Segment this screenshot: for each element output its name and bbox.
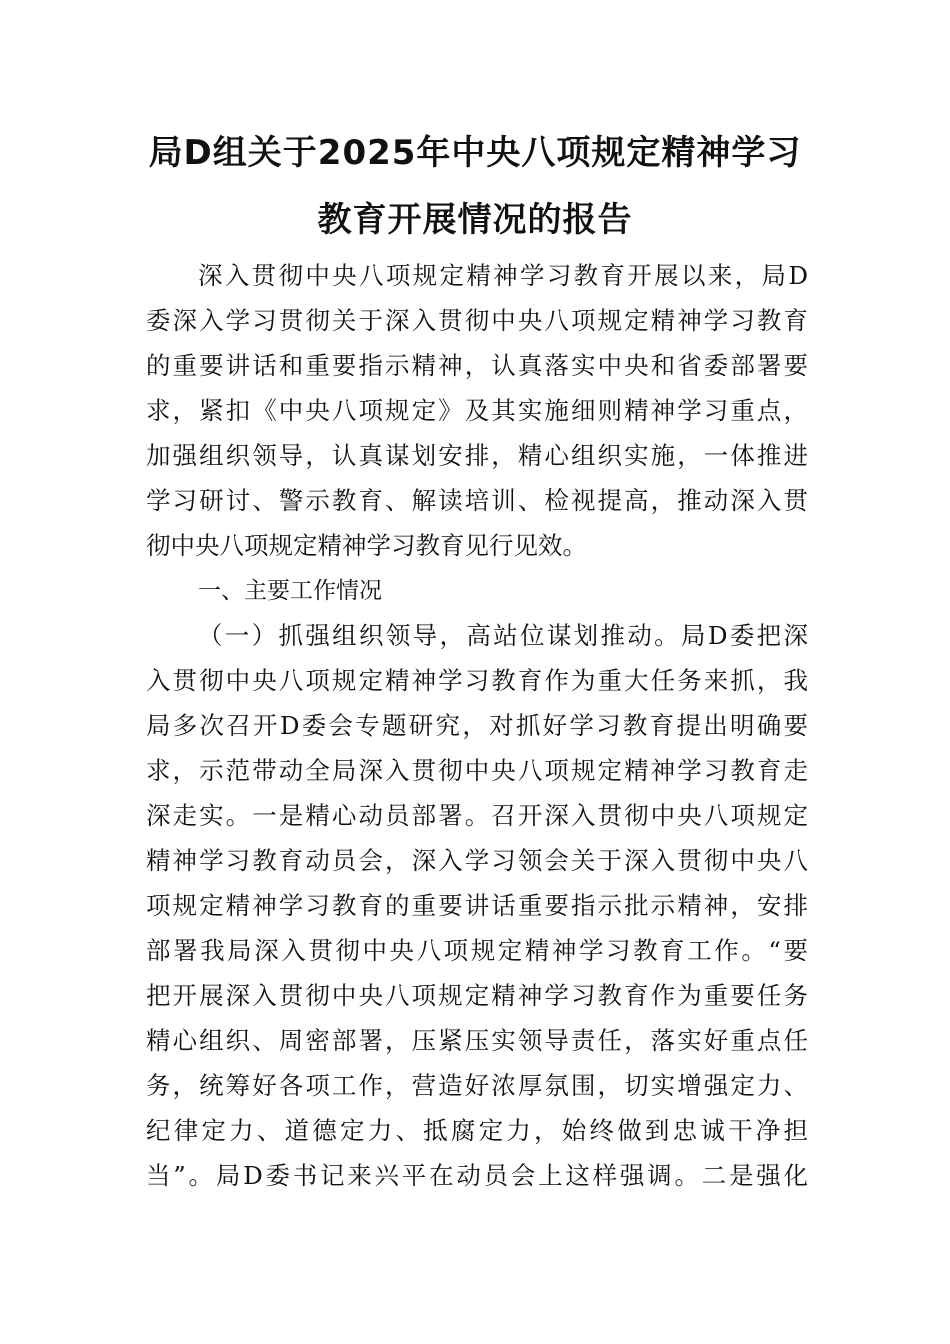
body-line: 部署我局深入贯彻中央八项规定精神学习教育工作。“要 <box>146 936 808 965</box>
document-title-line-1: 局D组关于2025年中央八项规定精神学习 <box>148 133 802 173</box>
body-line: 当”。局D委书记来兴平在动员会上这样强调。二是强化 <box>146 1161 808 1190</box>
body-line: 求，紧扣《中央八项规定》及其实施细则精神学习重点， <box>146 396 808 425</box>
body-line: 委深入学习贯彻关于深入贯彻中央八项规定精神学习教育 <box>146 306 808 335</box>
body-line: 求，示范带动全局深入贯彻中央八项规定精神学习教育走 <box>146 756 808 785</box>
body-line: 纪律定力、道德定力、抵腐定力，始终做到忠诚干净担 <box>146 1116 808 1145</box>
body-line: （一）抓强组织领导，高站位谋划推动。局D委把深 <box>198 621 808 650</box>
body-line: 深入贯彻中央八项规定精神学习教育开展以来，局D <box>198 261 808 290</box>
body-line: 彻中央八项规定精神学习教育见行见效。 <box>146 531 587 560</box>
body-line: 精心组织、周密部署，压紧压实领导责任，落实好重点任 <box>146 1026 808 1055</box>
body-line: 入贯彻中央八项规定精神学习教育作为重大任务来抓，我 <box>146 666 808 695</box>
body-line: 深走实。一是精心动员部署。召开深入贯彻中央八项规定 <box>146 801 808 830</box>
body-line: 精神学习教育动员会，深入学习领会关于深入贯彻中央八 <box>146 846 808 875</box>
body-line: 把开展深入贯彻中央八项规定精神学习教育作为重要任务 <box>146 981 808 1010</box>
body-line: 的重要讲话和重要指示精神，认真落实中央和省委部署要 <box>146 351 808 380</box>
body-line: 学习研讨、警示教育、解读培训、检视提高，推动深入贯 <box>146 486 808 515</box>
body-line: 局多次召开D委会专题研究，对抓好学习教育提出明确要 <box>146 711 808 740</box>
body-line: 加强组织领导，认真谋划安排，精心组织实施，一体推进 <box>146 441 808 470</box>
section-heading: 一、主要工作情况 <box>198 578 382 604</box>
body-line: 务，统筹好各项工作，营造好浓厚氛围，切实增强定力、 <box>146 1071 808 1100</box>
body-line: 项规定精神学习教育的重要讲话重要指示批示精神，安排 <box>146 891 808 920</box>
document-title-line-2: 教育开展情况的报告 <box>317 200 633 240</box>
